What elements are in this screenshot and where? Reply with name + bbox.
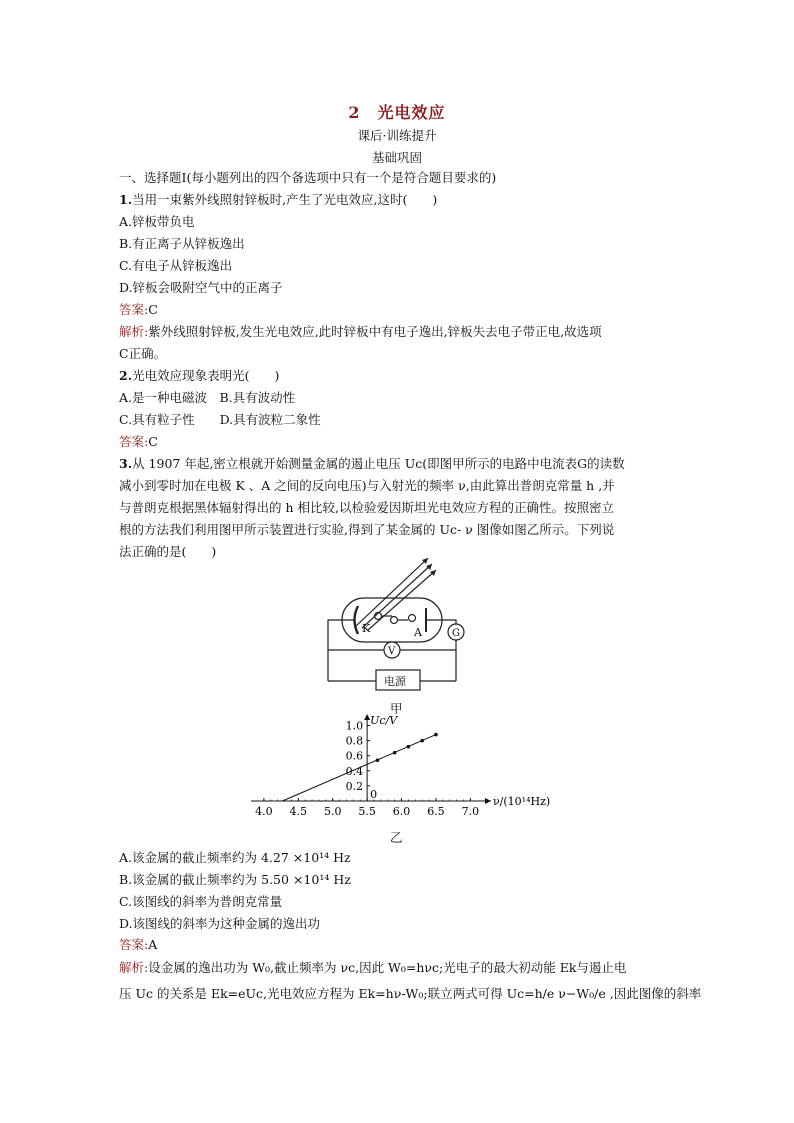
options-row-1: A.是一种电磁波 B.具有波动性 (119, 390, 296, 405)
page-title: 2 光电效应 (348, 103, 446, 122)
question-stem-line: 与普朗克根据黑体辐射得出的 h 相比较,以检验爱因斯坦光电效应方程的正确性。按照密立 (119, 500, 614, 515)
analysis (119, 960, 626, 976)
x-tick-label: 5.0 (323, 805, 342, 818)
x-tick-label: 6.5 (427, 805, 445, 818)
question-3 (119, 456, 625, 472)
question-number: 2. (119, 368, 133, 383)
y-tick-label: 0.8 (345, 734, 364, 748)
label-power: 电源 (384, 675, 406, 688)
uc-nu-chart (245, 712, 555, 824)
figure-caption-yi: 乙 (390, 830, 403, 845)
data-point (376, 758, 380, 762)
question-stem-line: 法正确的是( ) (119, 544, 217, 559)
x-tick-label: 5.5 (358, 805, 376, 818)
option-d: D.锌板会吸附空气中的正离子 (119, 280, 283, 295)
option-c: C.该图线的斜率为普朗克常量 (119, 894, 283, 909)
label-v: V (388, 646, 396, 657)
figure-caption-jia: 甲 (390, 701, 403, 716)
question-stem: 从 1907 年起,密立根就开始测量金属的遏止电压 Uc(即图甲所示的电路中电流表G的读数 (132, 456, 625, 471)
answer-value: A (148, 937, 158, 952)
data-point (434, 733, 438, 737)
x-tick-label: 4.5 (289, 805, 308, 818)
question-stem: 当用一束紫外线照射锌板时,产生了光电效应,这时( ) (132, 192, 438, 207)
question-stem-line: 减小到零时加在电极 K 、A 之间的反向电压)与入射光的频率 ν,由此算出普朗克常量 h ,并 (119, 478, 615, 493)
x-axis-label: ν/(10¹⁴Hz) (493, 795, 551, 808)
y-axis-label: Uc/V (370, 714, 398, 727)
question-2 (119, 368, 279, 384)
answer-label: 答案: (119, 937, 149, 952)
option-d: D.该图线的斜率为这种金属的逸出功 (119, 916, 321, 931)
options-row-2: C.具有粒子性 D.具有波粒二象性 (119, 412, 321, 427)
label-g: G (452, 628, 460, 639)
x-tick-label: 4.0 (255, 805, 273, 818)
analysis-continued: 压 Uc 的关系是 Ek=eUc,光电效应方程为 Ek=hν-W₀;联立两式可得 Uc=h/e ν−W₀/e ,因此图像的斜率 (119, 986, 702, 1001)
circuit-diagram (318, 556, 478, 696)
answer (119, 937, 157, 953)
data-point (407, 745, 411, 749)
option-a: A.锌板带负电 (119, 214, 195, 229)
option-a: A.该金属的截止频率约为 4.27 ×10¹⁴ Hz (119, 850, 351, 865)
label-k: K (362, 622, 371, 635)
analysis-label: 解析: (119, 324, 149, 339)
x-tick-label: 7.0 (461, 805, 480, 818)
option-c: C.有电子从锌板逸出 (119, 258, 233, 273)
electron (391, 617, 398, 624)
analysis-label: 解析: (119, 960, 149, 975)
y-tick-label: 1.0 (345, 719, 364, 733)
x-tick-label: 6.0 (392, 805, 411, 818)
question-number: 3. (119, 456, 133, 471)
answer (119, 302, 158, 318)
analysis (119, 324, 602, 340)
question-number: 1. (119, 192, 133, 207)
section-heading: 基础巩固 (371, 150, 422, 165)
cathode (355, 606, 359, 634)
origin-label: 0 (370, 788, 378, 801)
y-tick-label: 0.6 (345, 749, 364, 763)
label-a: A (414, 626, 422, 639)
part-heading: 一、选择题Ⅰ(每小题列出的四个备选项中只有一个是符合题目要求的) (119, 170, 497, 185)
subtitle: 课后·训练提升 (357, 128, 437, 143)
analysis-continued: C正确。 (119, 346, 167, 361)
question-stem: 光电效应现象表明光( ) (132, 368, 280, 383)
answer-label: 答案: (119, 434, 149, 449)
question-1 (119, 192, 437, 208)
electron (409, 615, 416, 622)
answer-value: C (148, 302, 158, 317)
option-b: B.有正离子从锌板逸出 (119, 236, 245, 251)
question-stem-line: 根的方法我们利用图甲所示装置进行实验,得到了某金属的 Uc- ν 图像如图乙所示。下列说 (119, 522, 615, 537)
option-b: B.该金属的截止频率约为 5.50 ×10¹⁴ Hz (119, 872, 351, 887)
x-axis-arrow (485, 798, 491, 804)
answer-label: 答案: (119, 302, 149, 317)
answer (119, 434, 158, 450)
data-point (420, 739, 424, 743)
analysis-text: 设金属的逸出功为 W₀,截止频率为 νc,因此 W₀=hνc;光电子的最大初动能 Ek与遏止电 (148, 960, 627, 975)
data-point (393, 751, 397, 755)
answer-value: C (148, 434, 158, 449)
y-tick-label: 0.2 (345, 779, 364, 793)
analysis-text: 紫外线照射锌板,发生光电效应,此时锌板中有电子逸出,锌板失去电子带正电,故选项 (148, 324, 602, 339)
y-tick-label: 0.4 (345, 764, 364, 778)
